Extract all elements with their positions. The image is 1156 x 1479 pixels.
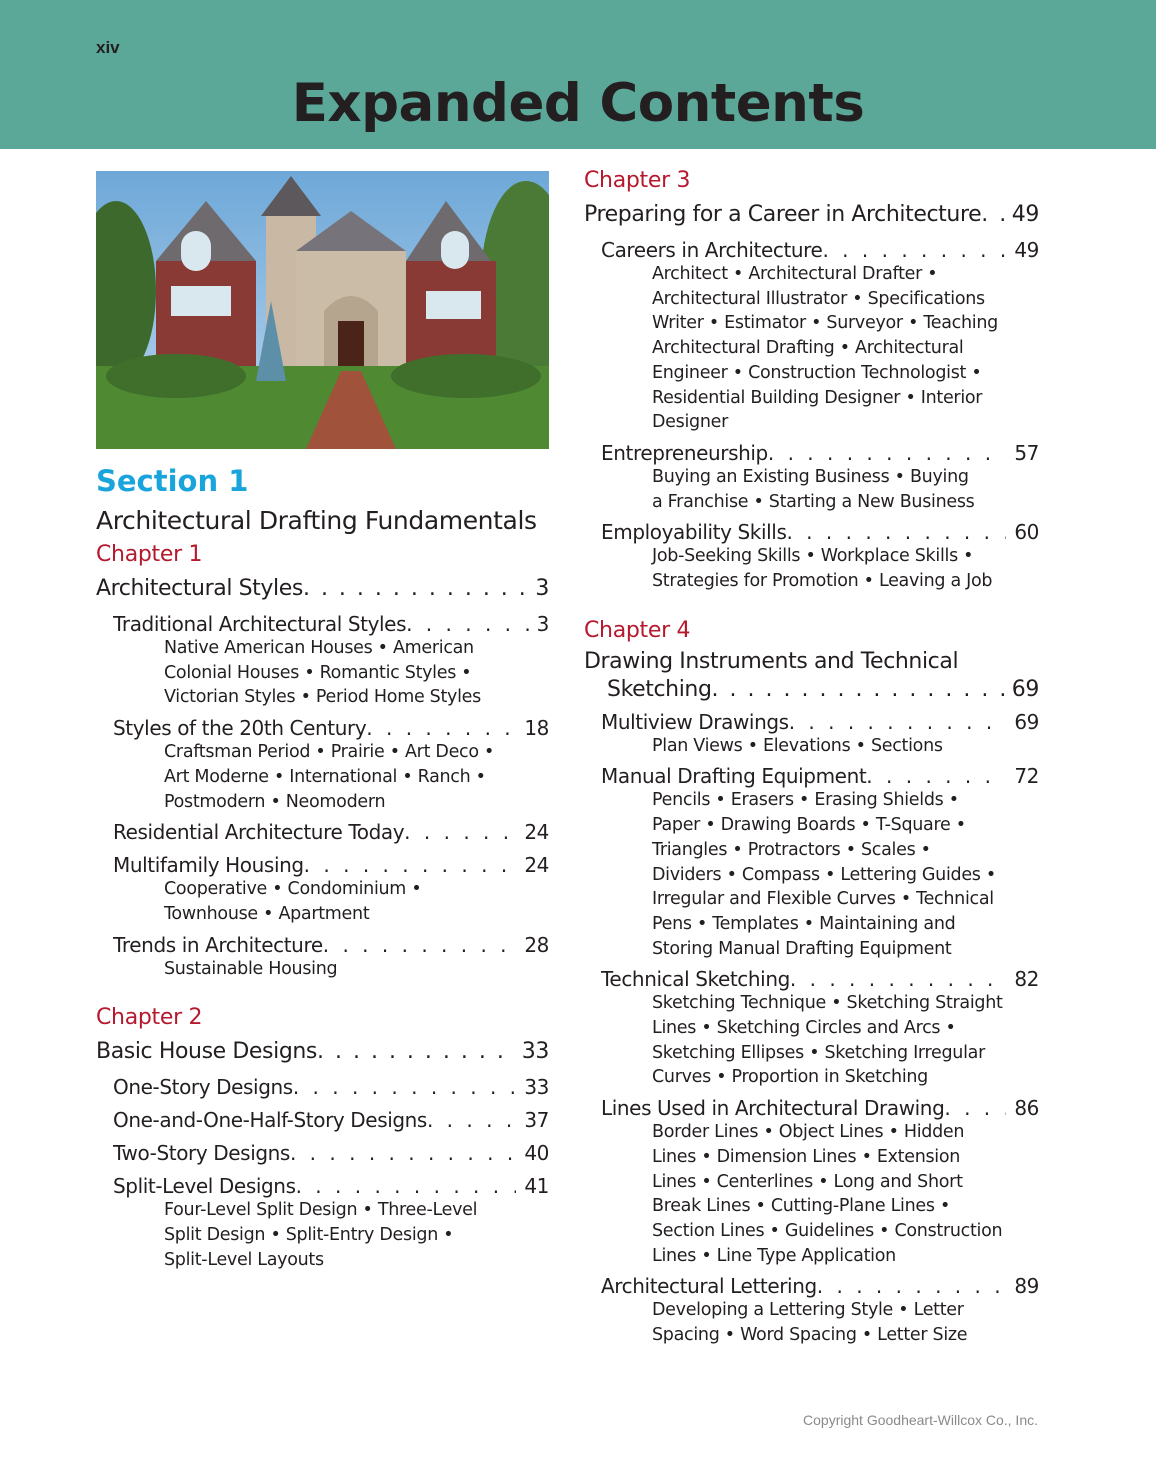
- page-ref: 3: [536, 612, 549, 636]
- topic-title: One-and-One-Half-Story Designs: [113, 1108, 427, 1133]
- subtopic-line: Cooperative • Condominium •: [164, 879, 422, 900]
- subtopic-line: Triangles • Protractors • Scales •: [652, 839, 931, 860]
- topic-entry[interactable]: [113, 850, 549, 880]
- chapter-label: Chapter 3: [584, 168, 691, 193]
- page-ref: 57: [1014, 440, 1039, 465]
- subtopic-line: Postmodern • Neomodern: [164, 791, 386, 812]
- subtopic-list: [652, 734, 1039, 759]
- subtopic-line: Dividers • Compass • Lettering Guides •: [652, 864, 996, 885]
- topic-entry[interactable]: [601, 964, 1039, 994]
- page-ref: 49: [1014, 238, 1039, 262]
- topic-entry[interactable]: [113, 1138, 549, 1168]
- page-ref: 33: [524, 1075, 549, 1100]
- subtopic-line: Native American Houses • American: [164, 638, 474, 658]
- topic-title: Multifamily Housing: [113, 853, 304, 878]
- topic-title: Technical Sketching: [601, 967, 790, 992]
- subtopic-list: [652, 544, 1039, 593]
- topic-title: Manual Drafting Equipment: [601, 764, 867, 789]
- subtopic-line: Strategies for Promotion • Leaving a Job: [652, 571, 993, 592]
- page-ref: 82: [1014, 967, 1039, 992]
- subtopic-line: Lines • Line Type Application: [652, 1245, 896, 1266]
- topic-title: Residential Architecture Today: [113, 820, 405, 845]
- topic-entry[interactable]: [113, 1171, 549, 1201]
- subtopic-line: Townhouse • Apartment: [164, 903, 370, 924]
- right-column: [584, 164, 1039, 1348]
- topic-title: Styles of the 20th Century: [113, 716, 367, 741]
- subtopic-line: Architectural Drafting • Architectural: [652, 338, 964, 359]
- topic-title: Traditional Architectural Styles: [113, 612, 407, 636]
- subtopic-line: Engineer • Construction Technologist •: [652, 362, 982, 383]
- chapter-entry[interactable]: [584, 648, 1039, 704]
- section-label: Section 1: [96, 464, 249, 498]
- topic-entry[interactable]: [113, 609, 549, 639]
- topic-entry[interactable]: [113, 1072, 549, 1102]
- page-ref: 69: [1014, 709, 1039, 734]
- chapter-title-line1: Drawing Instruments and Technical: [584, 648, 959, 674]
- subtopic-line: Developing a Lettering Style • Letter: [652, 1300, 964, 1321]
- subtopic-line: Break Lines • Cutting-Plane Lines •: [652, 1196, 950, 1217]
- page-ref: 69: [1011, 676, 1039, 702]
- topic-entry[interactable]: [601, 707, 1039, 737]
- chapter-title: Basic House Designs: [96, 1039, 317, 1065]
- subtopic-list: [652, 1120, 1039, 1268]
- subtopic-line: Lines • Sketching Circles and Arcs •: [652, 1018, 956, 1039]
- topic-entry[interactable]: [601, 1271, 1039, 1301]
- subtopic-line: Colonial Houses • Romantic Styles •: [164, 662, 472, 683]
- subtopic-list: [652, 1298, 1039, 1347]
- subtopic-line: Residential Building Designer • Interior: [652, 387, 983, 408]
- subtopic-line: Lines • Centerlines • Long and Short: [652, 1171, 963, 1192]
- topic-title: Two-Story Designs: [113, 1141, 290, 1166]
- page-ref: 60: [1014, 520, 1039, 545]
- topic-title: Trends in Architecture: [113, 932, 323, 957]
- chapter-title: Architectural Styles: [96, 576, 303, 601]
- subtopic-list: [164, 740, 549, 814]
- chapter-title: Preparing for a Career in Architecture: [584, 202, 982, 227]
- topic-title: One-Story Designs: [113, 1075, 293, 1100]
- page-ref: 3: [535, 576, 549, 601]
- page-ref: 86: [1014, 1096, 1039, 1121]
- subtopic-list: [652, 262, 1039, 435]
- subtopic-line: a Franchise • Starting a New Business: [652, 491, 975, 512]
- page-ref: 28: [524, 932, 549, 957]
- topic-title: Entrepreneurship: [601, 440, 768, 465]
- topic-title: Architectural Lettering: [601, 1274, 817, 1299]
- left-column: [96, 456, 549, 1272]
- subtopic-line: Architect • Architectural Drafter •: [652, 264, 938, 284]
- page-ref: 24: [524, 820, 549, 845]
- subtopic-list: [164, 877, 549, 926]
- subtopic-line: Curves • Proportion in Sketching: [652, 1067, 928, 1088]
- subtopic-line: Sketching Technique • Sketching Straight: [652, 993, 1003, 1014]
- chapter-label: Chapter 1: [96, 542, 203, 567]
- topic-title: Careers in Architecture: [601, 238, 823, 262]
- topic-title: Multiview Drawings: [601, 709, 789, 734]
- page-ref: 37: [524, 1108, 549, 1133]
- subtopic-line: Pens • Templates • Maintaining and: [652, 913, 956, 934]
- house-photo: [96, 171, 549, 449]
- subtopic-line: Architectural Illustrator • Specifications: [652, 288, 985, 309]
- page-ref: 49: [1011, 202, 1039, 227]
- subtopic-list: [164, 636, 549, 710]
- topic-entry[interactable]: [113, 1105, 549, 1135]
- topic-entry[interactable]: [113, 817, 549, 847]
- page-ref: 89: [1014, 1274, 1039, 1299]
- subtopic-line: Paper • Drawing Boards • T-Square •: [652, 815, 966, 836]
- subtopic-list: [652, 991, 1039, 1090]
- subtopic-line: Spacing • Word Spacing • Letter Size: [652, 1325, 968, 1346]
- subtopic-line: Section Lines • Guidelines • Construction: [652, 1220, 1003, 1241]
- subtopic-line: Craftsman Period • Prairie • Art Deco •: [164, 742, 495, 763]
- topic-entry[interactable]: [601, 235, 1039, 265]
- page-ref: 18: [524, 716, 549, 741]
- page-ref: 41: [524, 1174, 549, 1199]
- subtopic-line: Sustainable Housing: [164, 958, 338, 979]
- subtopic-line: Split-Level Layouts: [164, 1249, 324, 1270]
- subtopic-line: Job-Seeking Skills • Workplace Skills •: [652, 546, 974, 567]
- subtopic-line: Art Moderne • International • Ranch •: [164, 766, 486, 787]
- subtopic-line: Designer: [652, 412, 728, 433]
- chapter-label: Chapter 4: [584, 617, 691, 643]
- topic-title: Employability Skills: [601, 520, 787, 545]
- section-title: Architectural Drafting Fundamentals: [96, 506, 537, 535]
- subtopic-list: [164, 957, 549, 982]
- subtopic-list: [652, 788, 1039, 961]
- subtopic-line: Buying an Existing Business • Buying: [652, 466, 969, 487]
- subtopic-list: [652, 465, 1039, 514]
- chapter-entry[interactable]: [96, 1035, 549, 1069]
- page-ref: 33: [521, 1039, 549, 1065]
- subtopic-line: Plan Views • Elevations • Sections: [652, 735, 943, 756]
- page-ref: 72: [1014, 764, 1039, 789]
- subtopic-line: Pencils • Erasers • Erasing Shields •: [652, 790, 959, 811]
- copyright-notice: Copyright Goodheart-Willcox Co., Inc.: [803, 1412, 1038, 1428]
- topic-entry[interactable]: [601, 517, 1039, 547]
- subtopic-line: Victorian Styles • Period Home Styles: [164, 687, 481, 708]
- subtopic-line: Storing Manual Drafting Equipment: [652, 938, 952, 959]
- chapter-label: Chapter 2: [96, 1005, 203, 1031]
- subtopic-line: Split Design • Split-Entry Design •: [164, 1225, 454, 1246]
- page-number: xiv: [96, 38, 120, 57]
- topic-entry[interactable]: [601, 1093, 1039, 1123]
- subtopic-line: Four-Level Split Design • Three-Level: [164, 1200, 478, 1221]
- topic-entry[interactable]: [601, 438, 1039, 468]
- chapter-title-line2: Sketching: [607, 676, 712, 702]
- chapter-entry[interactable]: [584, 198, 1039, 232]
- subtopic-line: Writer • Estimator • Surveyor • Teaching: [652, 313, 998, 334]
- page-ref: 40: [524, 1141, 549, 1166]
- topic-title: Lines Used in Architectural Drawing: [601, 1096, 945, 1121]
- topic-entry[interactable]: [113, 930, 549, 960]
- page-ref: 24: [524, 853, 549, 878]
- subtopic-list: [164, 1198, 549, 1272]
- subtopic-line: Lines • Dimension Lines • Extension: [652, 1146, 961, 1167]
- topic-title: Split-Level Designs: [113, 1174, 296, 1199]
- topic-entry[interactable]: [113, 713, 549, 743]
- chapter-entry[interactable]: [96, 572, 549, 606]
- page-title: Expanded Contents: [291, 73, 865, 134]
- subtopic-line: Border Lines • Object Lines • Hidden: [652, 1122, 965, 1143]
- subtopic-line: Irregular and Flexible Curves • Technical: [652, 889, 994, 910]
- topic-entry[interactable]: [601, 761, 1039, 791]
- subtopic-line: Sketching Ellipses • Sketching Irregular: [652, 1042, 985, 1063]
